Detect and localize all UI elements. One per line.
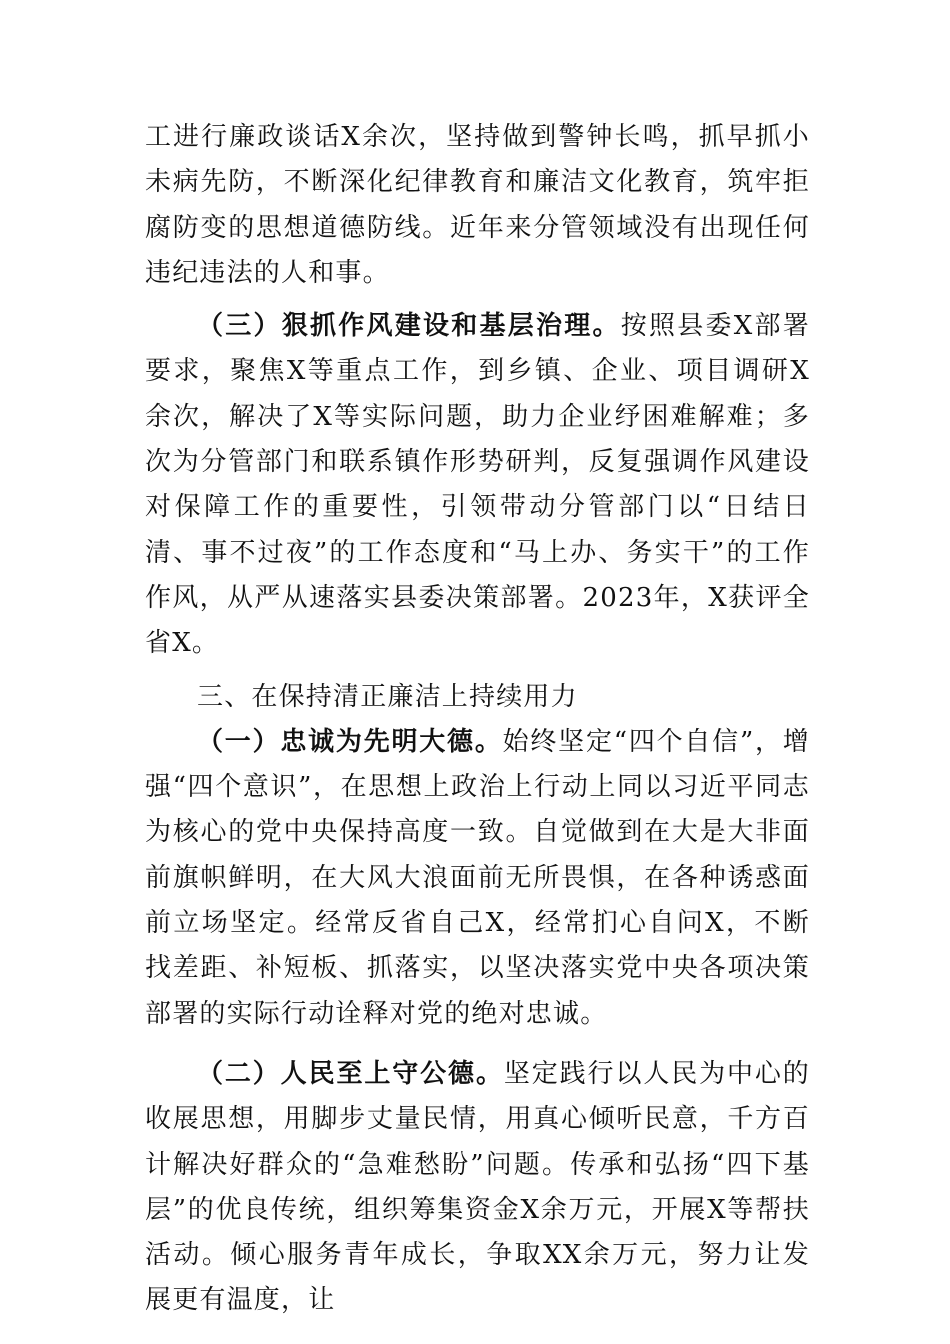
section-heading bbox=[145, 675, 810, 720]
paragraph-text: 始终坚定“四个自信”，增强“四个意识”，在思想上政治上行动上同以习近平同志为核心的党中央保持高度一致。自觉做到在大是大非面前旗帜鲜明，在大风大浪面前无所畏惧，在各种诱惑面前立场坚定。经常反省自己X，经常扪心自问X，不断找差距、补短板、抓落实，以坚决落实党中央各项决策部署的实际行动诠释对党的绝对忠诚。 bbox=[145, 726, 810, 1029]
paragraph-text: 坚定践行以人民为中心的收展思想，用脚步丈量民情，用真心倾听民意，千方百计解决好群众的“急难愁盼”问题。传承和弘扬“四下基层”的优良传统，组织筹集资金X余万元，开展X等帮扶活动。倾心服务青年成长，争取XX余万元，努力让发展更有温度，让 bbox=[145, 1058, 811, 1316]
paragraph-text: 按照县委X部署要求，聚焦X等重点工作，到乡镇、企业、项目调研X余次，解决了X等实际问题，助力企业纾困难解难；多次为分管部门和联系镇作形势研判，反复强调作风建设对保障工作的重要性，引领带动分管部门以“日结日清、事不过夜”的工作态度和“马上办、务实干”的工作作风，从严从速落实县委决策部署。2023年，X获评全省X。 bbox=[145, 311, 810, 659]
document-body bbox=[145, 115, 810, 1324]
paragraph-lead: （二）人民至上守公德。 bbox=[197, 1058, 504, 1089]
paragraph-subsection-2 bbox=[145, 1052, 810, 1324]
paragraph-subsection-1 bbox=[145, 720, 810, 1037]
paragraph-lead: （三）狠抓作风建设和基层治理。 bbox=[197, 311, 621, 342]
paragraph-section-3 bbox=[145, 304, 810, 666]
paragraph-continued bbox=[145, 115, 810, 296]
paragraph-lead: （一）忠诚为先明大德。 bbox=[197, 726, 503, 757]
section-heading-text: 三、在保持清正廉洁上持续用力 bbox=[197, 681, 578, 712]
paragraph-text: 工进行廉政谈话X余次，坚持做到警钟长鸣，抓早抓小未病先防，不断深化纪律教育和廉洁文化教育，筑牢拒腐防变的思想道德防线。近年来分管领域没有出现任何违纪违法的人和事。 bbox=[145, 122, 810, 288]
